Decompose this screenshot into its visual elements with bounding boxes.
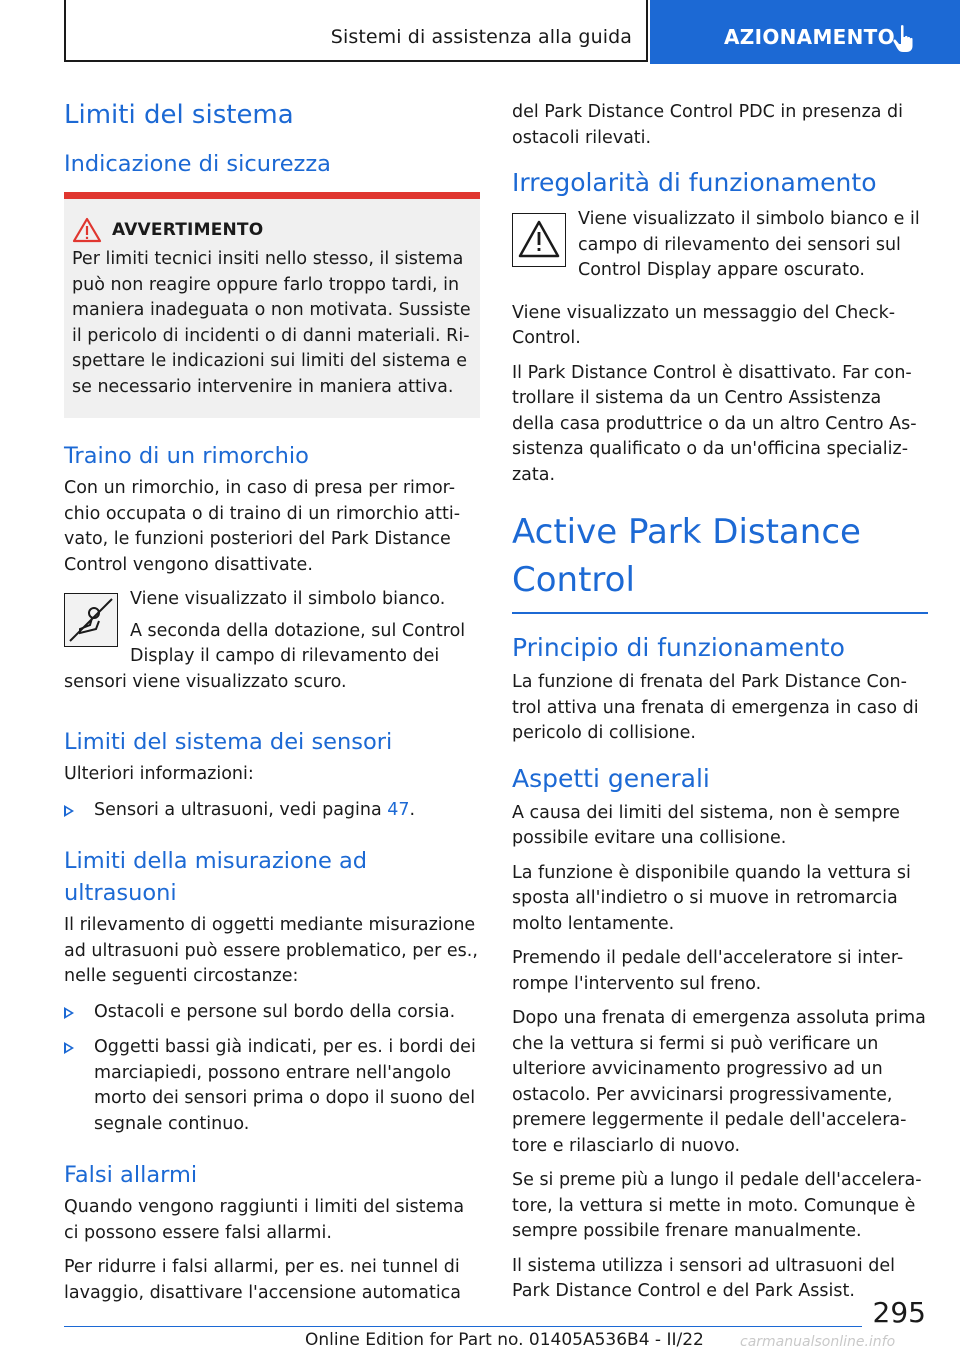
trailer-symbol-text-2: A seconda della dotazione, sul Control Display il campo di rilevamento dei sensori viene visualizzato scuro. bbox=[64, 620, 466, 692]
sensor-list bbox=[64, 798, 480, 824]
trailer-hitch-icon bbox=[66, 595, 116, 645]
heading-system-limits: Limiti del sistema bbox=[64, 100, 294, 130]
footer-edition: Online Edition for Part no. 01405A536B4 - II/22 bbox=[305, 1330, 704, 1350]
bullet-arrow-icon bbox=[64, 1007, 74, 1019]
heading-trailer: Traino di un rimorchio bbox=[64, 443, 309, 469]
general-paragraph-6: Il sistema utilizza i sensori ad ultrasuoni del Park Distance Control e del Park Assist. bbox=[512, 1255, 895, 1301]
trailer-symbol-text-1: Viene visualizzato il simbolo bianco. bbox=[130, 589, 446, 609]
page-number: 295 bbox=[872, 1296, 926, 1329]
continued-text: del Park Distance Control PDC in presenza di ostacoli rilevati. bbox=[512, 102, 904, 148]
ultrasonic-bullet-2: Oggetti bassi già indicati, per es. i bordi dei marciapiedi, possono entrare nell'angolo morto dei sensori prima o dopo il suono del segnale continuo. bbox=[94, 1037, 476, 1134]
header-section-title: Sistemi di assistenza alla guida bbox=[330, 26, 632, 48]
trailer-symbol-block bbox=[64, 587, 480, 704]
warning-box bbox=[64, 192, 480, 418]
ultrasonic-text: Il rilevamento di oggetti mediante misurazione ad ultrasuoni può essere problematico, per es., nelle seguenti circostanze: bbox=[64, 915, 478, 986]
footer-watermark: carmanualsonline.info bbox=[740, 1334, 896, 1350]
general-paragraph-4: Dopo una frenata di emergenza assoluta prima che la vettura si fermi si può verificare un ulteriore avvicinamento progressivo ad un ostacolo. Per avvicinarsi progressivamente, premere leggermente il pedale dell'accelera-tore e rilasciarlo di nuovo. bbox=[512, 1008, 926, 1156]
warning-triangle-icon bbox=[72, 217, 102, 243]
warning-sign-icon bbox=[515, 216, 563, 264]
list-item bbox=[64, 1000, 480, 1026]
hand-pointer-icon bbox=[892, 24, 918, 54]
heading-rule bbox=[512, 612, 928, 614]
malfunction-text-1: Viene visualizzato un messaggio del Check-Control. bbox=[512, 302, 896, 348]
sensor-bullet-text: Sensori a ultrasuoni, vedi pagina bbox=[94, 799, 388, 820]
malfunction-text-2: Il Park Distance Control è disattivato. Far con-trollare il sistema da un Centro Assistenza della casa produttrice o da un altro Centro As-sistenza qualificato o da un'officina specializ-zata. bbox=[512, 362, 917, 485]
warning-header bbox=[72, 217, 472, 243]
bullet-arrow-icon bbox=[64, 1042, 74, 1054]
general-paragraph-2: La funzione è disponibile quando la vettura si sposta all'indietro o si muove in retromarcia molto lentamente. bbox=[512, 862, 911, 934]
heading-active-pdc: Active Park Distance Control bbox=[512, 512, 861, 600]
sensor-bullet-end: . bbox=[409, 799, 416, 820]
ultrasonic-list bbox=[64, 1000, 480, 1138]
false-alarm-text-1: Quando vengono raggiunti i limiti del sistema ci possono essere falsi allarmi. bbox=[64, 1197, 465, 1243]
header-chapter-tab[interactable] bbox=[650, 0, 960, 64]
trailer-text: Con un rimorchio, in caso di presa per rimor-chio occupata o di traino di un rimorchio atti-vato, le funzioni posteriori del Park Distance Control vengono disattivate. bbox=[64, 478, 461, 575]
malfunction-symbol-text: Viene visualizzato il simbolo bianco e il campo di rilevamento dei sensori sul Control Display appare oscurato. bbox=[578, 209, 920, 280]
heading-malfunction: Irregolarità di funzionamento bbox=[512, 168, 877, 197]
sensor-more-info: Ulteriori informazioni: bbox=[64, 764, 254, 784]
warning-text: Per limiti tecnici insiti nello stesso, il sistema può non reagire oppure farlo troppo tardi, in maniera inadeguata o non motivata. Sussiste il pericolo di incidenti o di danni materiali. Ri-spettare le indicazioni sui limiti del sistema e se necessario intervenire in maniera attiva. bbox=[72, 249, 471, 397]
list-item bbox=[64, 1035, 480, 1137]
warning-label: AVVERTIMENTO bbox=[112, 220, 264, 240]
header-section-box bbox=[64, 0, 648, 62]
heading-general: Aspetti generali bbox=[512, 763, 710, 793]
principle-text: La funzione di frenata del Park Distance Con-trol attiva una frenata di emergenza in caso di pericolo di collisione. bbox=[512, 672, 919, 743]
general-paragraph-3: Premendo il pedale dell'acceleratore si inter-rompe l'intervento sul freno. bbox=[512, 948, 904, 994]
general-paragraph-5: Se si preme più a lungo il pedale dell'accelera-tore, la vettura si mette in moto. Comunque è sempre possibile frenare manualmente. bbox=[512, 1170, 922, 1241]
left-column bbox=[64, 96, 480, 1315]
right-column bbox=[512, 96, 928, 1314]
heading-principle: Principio di funzionamento bbox=[512, 633, 845, 662]
malfunction-symbol bbox=[512, 213, 566, 267]
ultrasonic-bullet-1: Ostacoli e persone sul bordo della corsia. bbox=[94, 1001, 456, 1022]
page-link[interactable]: 47 bbox=[387, 799, 410, 820]
false-alarm-text-2: Per ridurre i falsi allarmi, per es. nei tunnel di lavaggio, disattivare l'accensione automatica bbox=[64, 1257, 462, 1303]
general-paragraph-1: A causa dei limiti del sistema, non è sempre possibile evitare una collisione. bbox=[512, 802, 900, 848]
malfunction-symbol-block bbox=[512, 207, 928, 293]
heading-ultrasonic-limits: Limiti della misurazione ad ultrasuoni bbox=[64, 848, 368, 906]
heading-sensor-limits: Limiti del sistema dei sensori bbox=[64, 729, 393, 755]
heading-safety-note: Indicazione di sicurezza bbox=[64, 151, 331, 177]
footer-rule bbox=[64, 1326, 862, 1327]
bullet-arrow-icon bbox=[64, 805, 74, 817]
header-chapter-label: AZIONAMENTO bbox=[724, 25, 895, 49]
trailer-symbol bbox=[64, 593, 118, 647]
heading-false-alarms: Falsi allarmi bbox=[64, 1162, 198, 1188]
list-item bbox=[64, 798, 480, 824]
